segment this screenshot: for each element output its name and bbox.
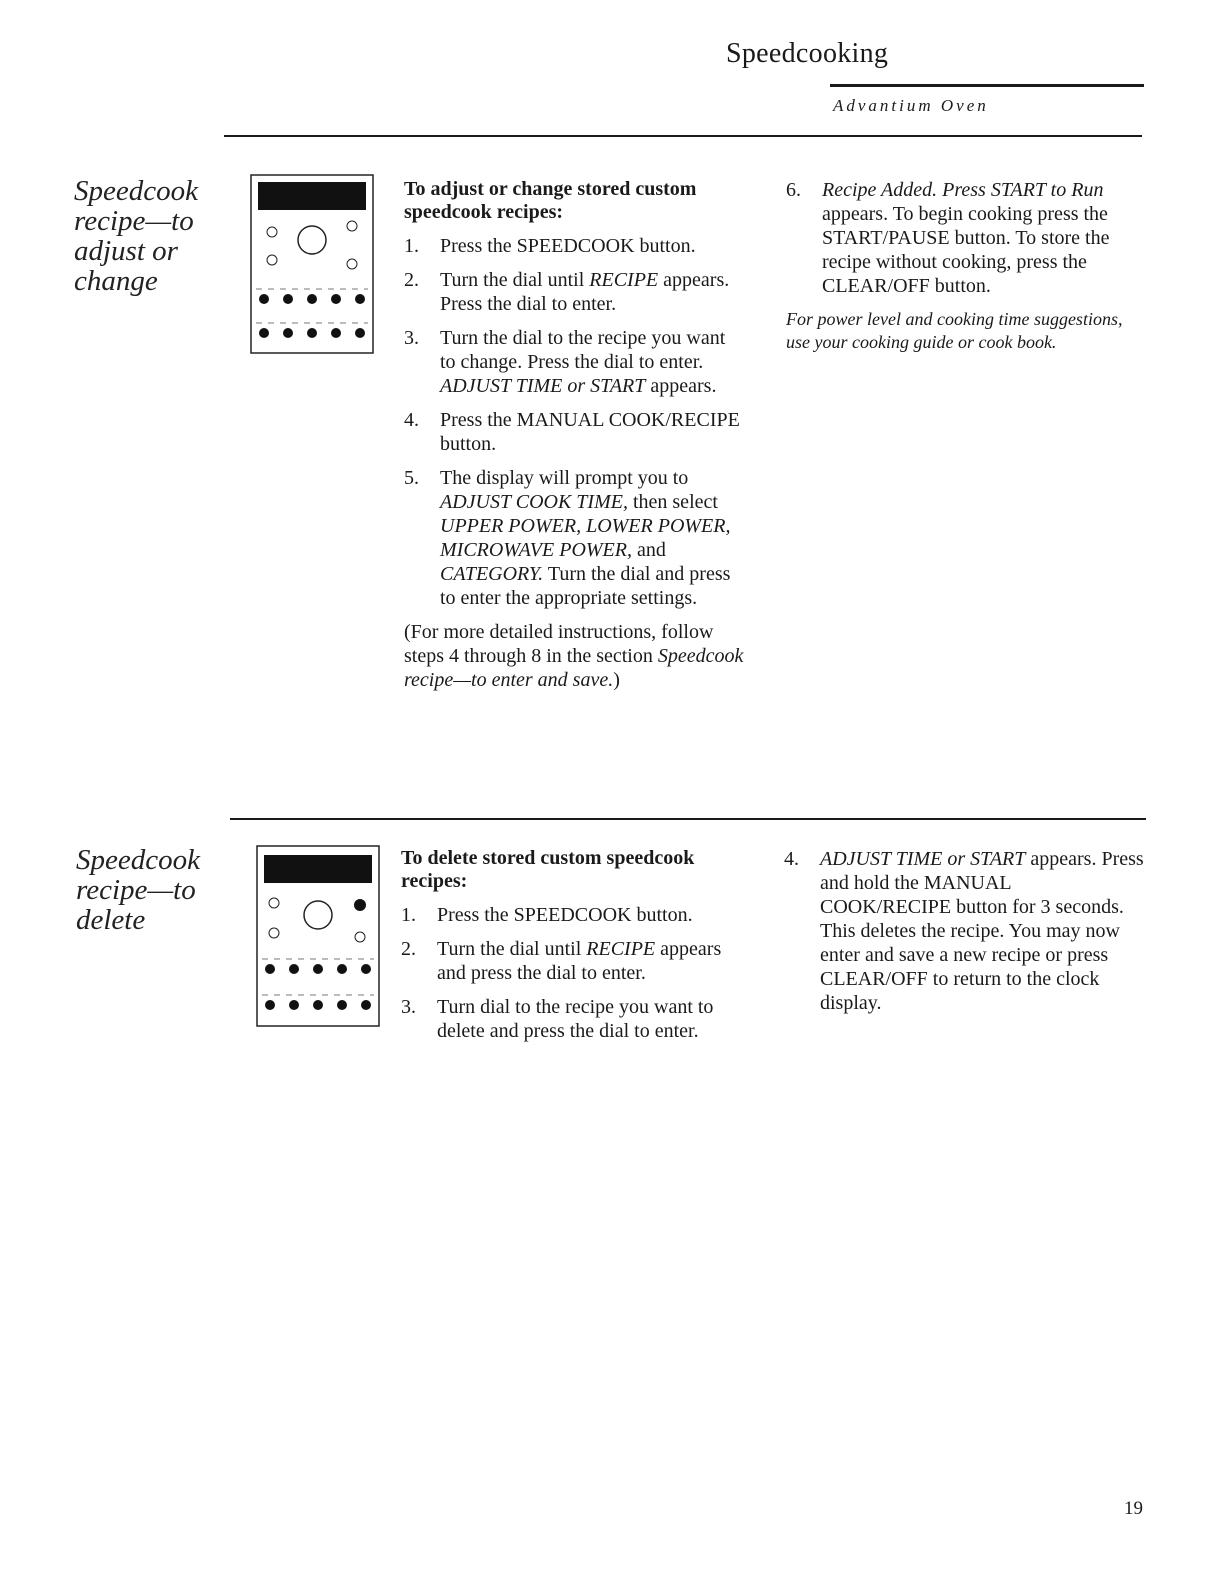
button-icon	[313, 1000, 323, 1010]
button-icon	[355, 328, 365, 338]
button-icon	[283, 328, 293, 338]
section-divider	[230, 818, 1146, 820]
delete-instructions	[401, 847, 751, 1053]
step-text: Turn the dial until RECIPE appears. Press the dial to enter.	[440, 269, 730, 315]
list-item	[401, 995, 751, 1043]
button-icon	[354, 899, 366, 911]
button-icon	[313, 964, 323, 974]
note-text: (For more detailed instructions, follow steps 4 through 8 in the section Speedcook recipe—to enter and save.)	[404, 621, 744, 691]
button-icon	[289, 1000, 299, 1010]
list-item	[786, 178, 1146, 298]
list-item	[784, 847, 1146, 1015]
step-text: ADJUST TIME or START appears. Press and hold the MANUAL COOK/RECIPE button for 3 seconds. This deletes the recipe. You may now enter and save a new recipe or press CLEAR/OFF to return to the clock display.	[820, 848, 1144, 1014]
step-number: 2.	[404, 269, 419, 291]
step-number: 3.	[401, 996, 416, 1018]
step-number: 4.	[784, 848, 799, 870]
list-item	[404, 466, 744, 610]
button-icon	[307, 294, 317, 304]
instructions-heading: To delete stored custom speedcook recipes:	[401, 847, 695, 892]
button-icon	[331, 328, 341, 338]
button-icon	[337, 964, 347, 974]
button-icon	[361, 964, 371, 974]
button-icon	[283, 294, 293, 304]
section-title-line: Speedcook	[74, 175, 198, 207]
step-text: Turn dial to the recipe you want to delete and press the dial to enter.	[437, 996, 714, 1042]
step-text: Press the SPEEDCOOK button.	[440, 235, 696, 257]
step-number: 2.	[401, 938, 416, 960]
step-text: Press the SPEEDCOOK button.	[437, 904, 693, 926]
list-item	[404, 326, 744, 398]
step-text: Turn the dial to the recipe you want to change. Press the dial to enter. ADJUST TIME or START appears.	[440, 327, 726, 397]
button-icon	[307, 328, 317, 338]
button-icon	[355, 294, 365, 304]
button-icon	[265, 964, 275, 974]
section-title-delete	[76, 845, 200, 935]
button-icon	[331, 294, 341, 304]
delete-instructions-continued	[784, 847, 1146, 1025]
step-number: 6.	[786, 179, 801, 201]
step-text: The display will prompt you to ADJUST COOK TIME, then select UPPER POWER, LOWER POWER, MICROWAVE POWER, and CATEGORY. Turn the dial and press to enter the appropriate settings.	[440, 467, 731, 609]
list-item	[401, 903, 751, 927]
adjust-instructions	[404, 178, 744, 692]
page-subtitle: Advantium Oven	[833, 96, 989, 115]
button-icon	[337, 1000, 347, 1010]
section-title-line: adjust or	[74, 235, 178, 267]
control-panel-illustration	[250, 174, 374, 354]
section-divider	[224, 135, 1142, 137]
step-number: 5.	[404, 467, 419, 489]
section-title-line: delete	[76, 904, 146, 936]
page-title: Speedcooking	[726, 38, 889, 69]
cooking-tip: For power level and cooking time suggestions, use your cooking guide or cook book.	[786, 309, 1123, 352]
step-number: 3.	[404, 327, 419, 349]
section-title-line: Speedcook	[76, 844, 200, 876]
button-icon	[265, 1000, 275, 1010]
list-item	[404, 234, 744, 258]
section-title-line: change	[74, 265, 158, 297]
list-item	[401, 937, 751, 985]
page-number: 19	[1124, 1498, 1143, 1519]
list-item	[404, 408, 744, 456]
step-number: 4.	[404, 409, 419, 431]
control-panel-illustration	[256, 845, 380, 1027]
section-title-line: recipe—to	[76, 874, 196, 906]
button-icon	[259, 328, 269, 338]
button-icon	[259, 294, 269, 304]
list-item	[404, 268, 744, 316]
display-window	[258, 182, 366, 210]
button-icon	[361, 1000, 371, 1010]
button-icon	[289, 964, 299, 974]
header-rule	[830, 84, 1144, 87]
step-number: 1.	[401, 904, 416, 926]
instructions-heading: To adjust or change stored custom speedcook recipes:	[404, 178, 697, 223]
step-number: 1.	[404, 235, 419, 257]
adjust-instructions-continued	[786, 178, 1146, 354]
display-window	[264, 855, 372, 883]
step-text: Press the MANUAL COOK/RECIPE button.	[440, 409, 740, 455]
section-title-line: recipe—to	[74, 205, 194, 237]
section-title-adjust	[74, 176, 198, 296]
step-text: Recipe Added. Press START to Run appears. To begin cooking press the START/PAUSE button. To store the recipe without cooking, press the CLEAR/OFF button.	[822, 179, 1110, 297]
step-text: Turn the dial until RECIPE appears and press the dial to enter.	[437, 938, 722, 984]
